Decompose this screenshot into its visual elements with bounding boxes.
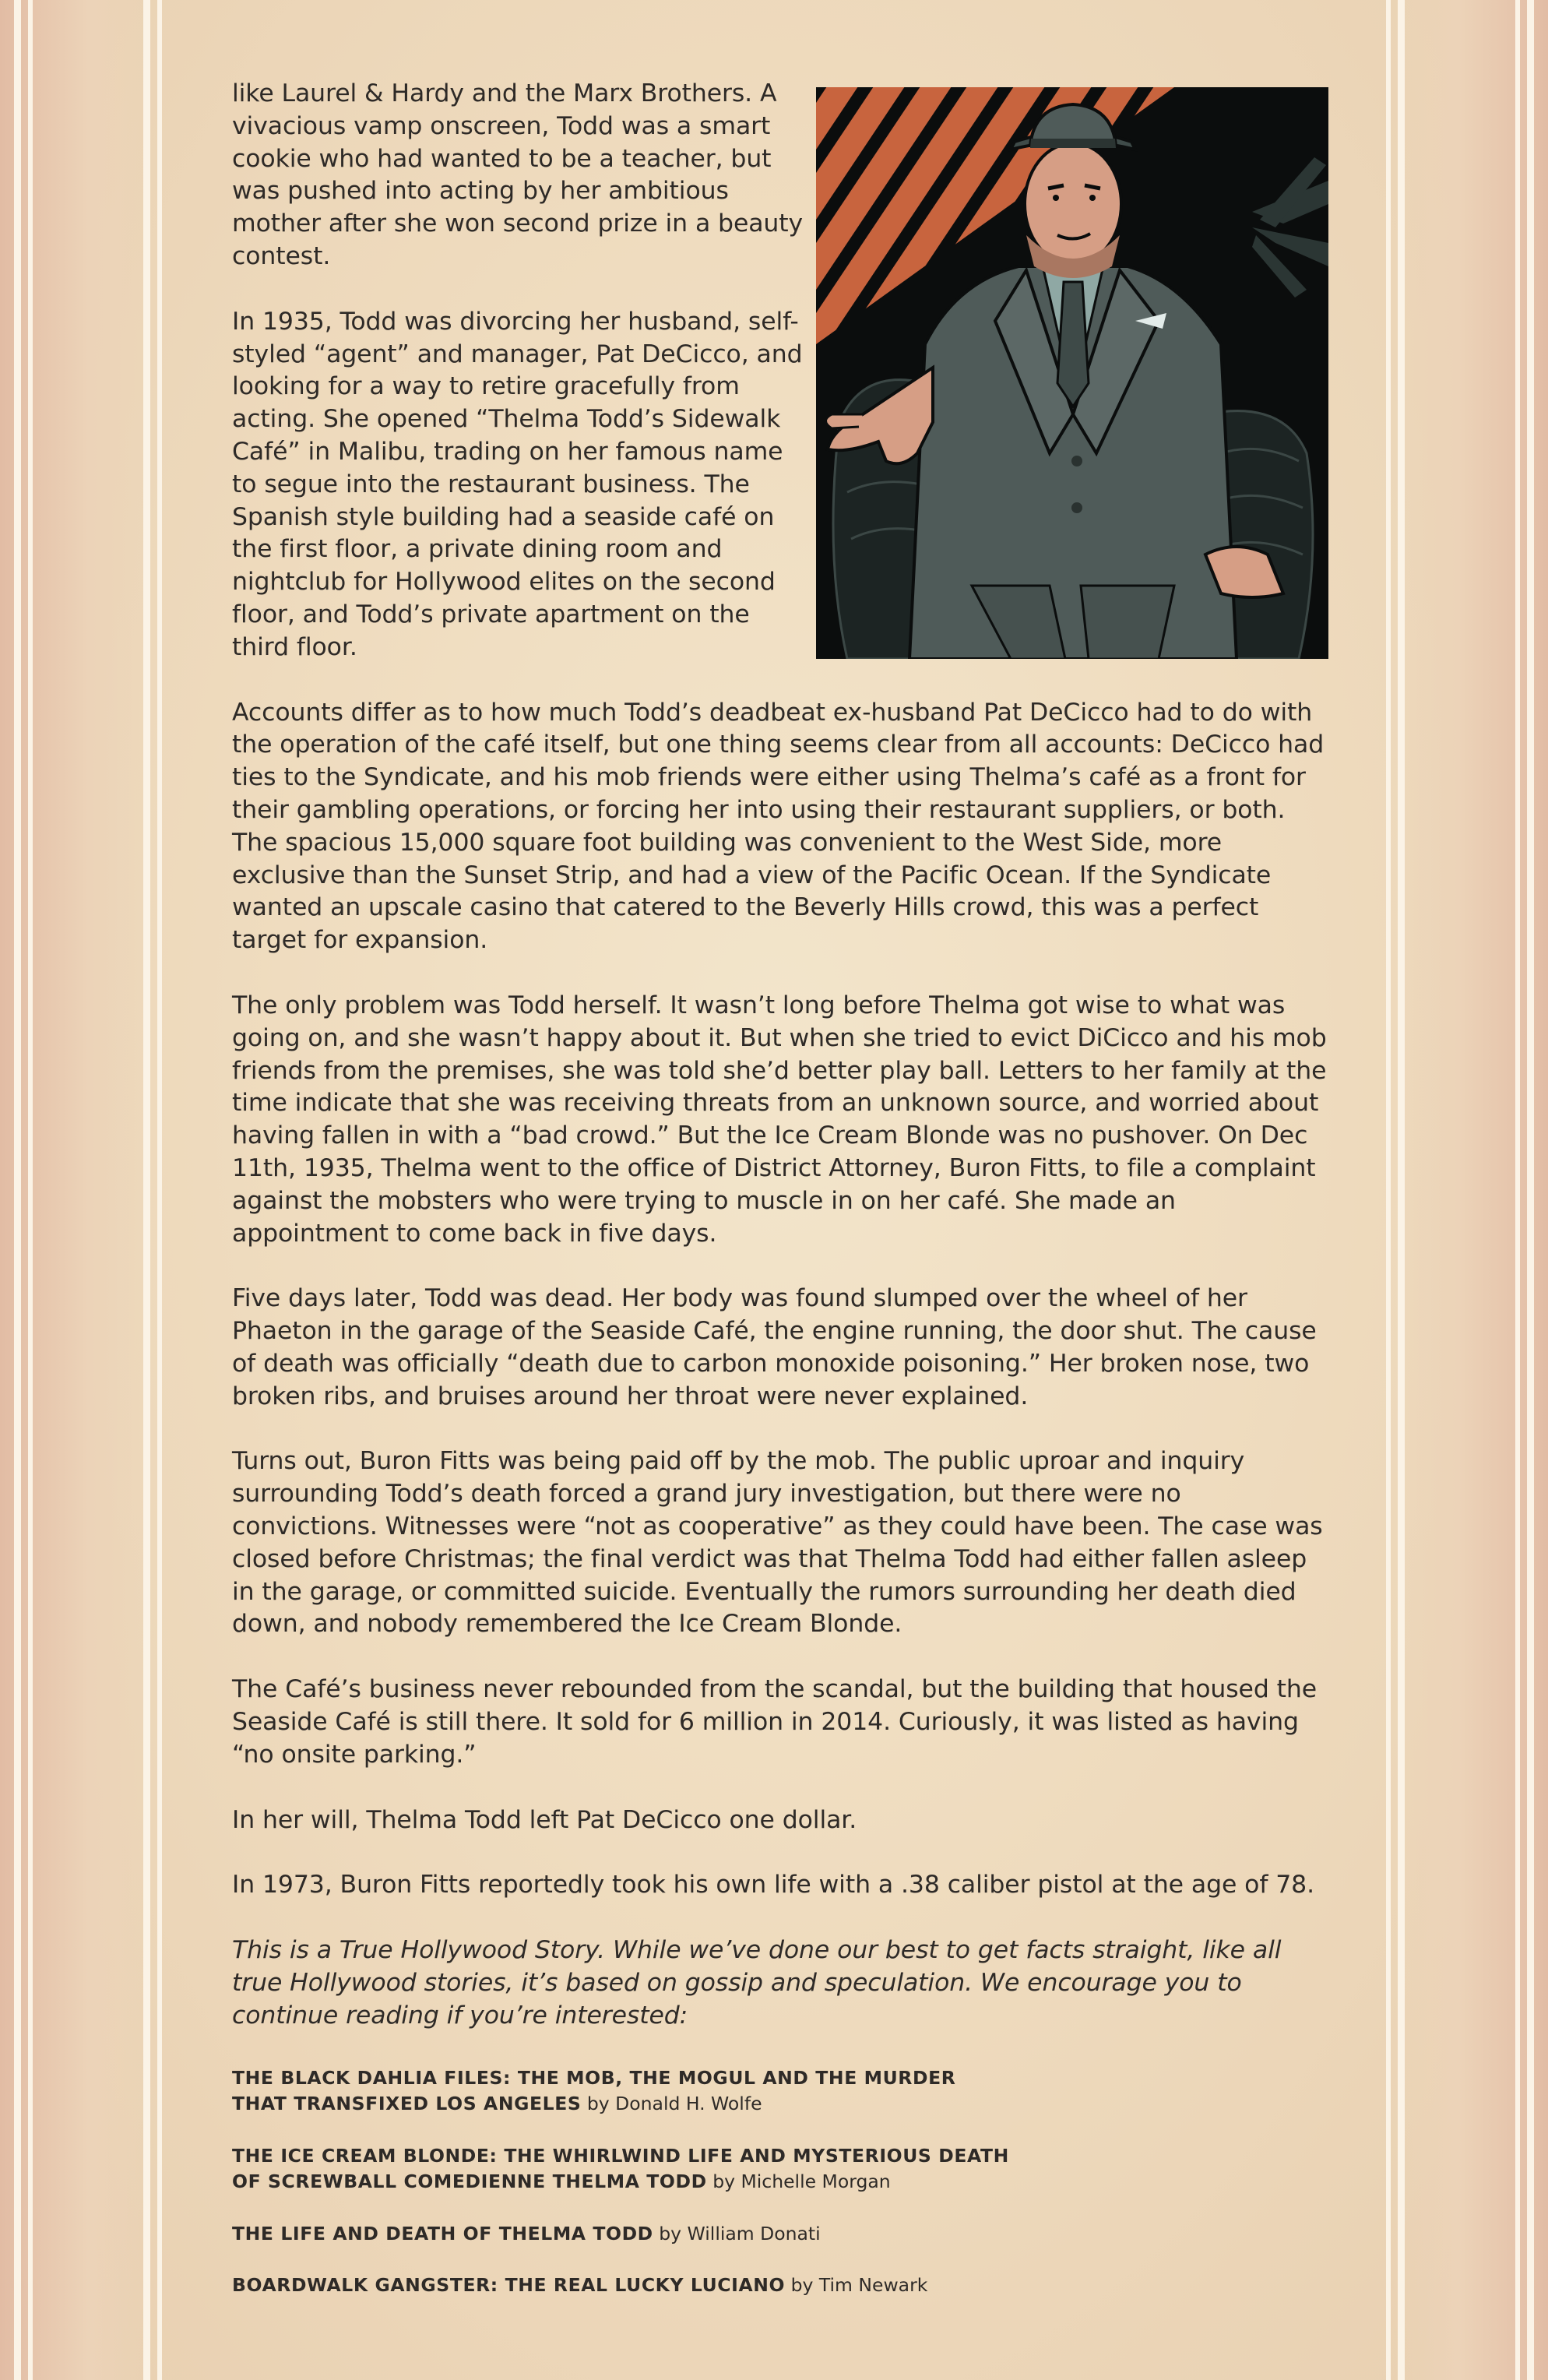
reference-item	[232, 2221, 1330, 2248]
reference-author: by Donald H. Wolfe	[581, 2093, 762, 2115]
paragraph-8: In her will, Thelma Todd left Pat DeCicco one dollar.	[232, 1805, 857, 1834]
reading-list	[232, 2065, 1330, 2299]
reference-title: THE BLACK DAHLIA FILES: THE MOB, THE MOGUL AND THE MURDER	[232, 2066, 956, 2089]
reference-title: THE LIFE AND DEATH OF THELMA TODD	[232, 2222, 653, 2244]
border-stripe	[157, 0, 162, 2380]
reference-author: by Tim Newark	[785, 2274, 928, 2297]
paragraph-3: Accounts differ as to how much Todd’s deadbeat ex-husband Pat DeCicco had to do with the operation of the café itself, but one thing seems clear from all accounts: DeCicco had ties to the Syndicate, and his mob friends were either using Thelma’s café as a front for their gambling operations, or forcing her into using their restaurant suppliers, or both. The spacious 15,000 square foot building was convenient to the West Side, more exclusive than the Sunset Strip, and had a view of the Pacific Ocean. If the Syndicate wanted an upscale casino that catered to the Beverly Hills crowd, this was a perfect target for expansion.	[232, 698, 1325, 955]
disclaimer: This is a True Hollywood Story. While we’ve done our best to get facts straight, like all true Hollywood stories, it’s based on gossip and speculation. We encourage you to continue reading if you’re interested:	[232, 1936, 1282, 2030]
paragraph-2: In 1935, Todd was divorcing her husband, self-styled “agent” and manager, Pat DeCicco, and looking for a way to retire gracefully from acting. She opened “Thelma Todd’s Sidewalk Café” in Malibu, trading on her famous name to segue into the restaurant business. The Spanish style building had a seaside café on the first floor, a private dining room and nightclub for Hollywood elites on the second floor, and Todd’s private apartment on the third floor.	[232, 307, 803, 661]
paragraph-4: The only problem was Todd herself. It wasn’t long before Thelma got wise to what was going on, and she wasn’t happy about it. But when she tried to evict DiCicco and his mob friends from the premises, she was told she’d better play ball. Letters to her family at the time indicate that she was receiving threats from an unknown source, and worried about having fallen in with a “bad crowd.” But the Ice Cream Blonde was no pushover. On Dec 11th, 1935, Thelma went to the office of District Attorney, Buron Fitts, to file a complaint against the mobsters who were trying to muscle in on her café. She made an appointment to come back in five days.	[232, 991, 1327, 1248]
border-stripe	[28, 0, 33, 2380]
reference-item	[232, 2065, 1330, 2118]
reference-title: THE ICE CREAM BLONDE: THE WHIRLWIND LIFE AND MYSTERIOUS DEATH	[232, 2144, 1009, 2167]
right-border	[1400, 0, 1548, 2380]
paragraph-7: The Café’s business never rebounded from the scandal, but the building that housed the Seaside Café is still there. It sold for 6 million in 2014. Curiously, it was listed as having “no onsite parking.”	[232, 1675, 1318, 1769]
reference-author: by William Donati	[653, 2222, 821, 2244]
paragraph-6: Turns out, Buron Fitts was being paid off by the mob. The public uproar and inquiry surrounding Todd’s death forced a grand jury investigation, but there were no convictions. Witnesses were “not as cooperative” as they could have been. The case was closed before Christmas; the final verdict was that Thelma Todd had either fallen asleep in the garage, or committed suicide. Eventually the rumors surrounding her death died down, and nobody remembered the Ice Cream Blonde.	[232, 1447, 1323, 1639]
reference-title: THAT TRANSFIXED LOS ANGELES	[232, 2093, 582, 2115]
border-stripe	[1527, 0, 1534, 2380]
border-stripe	[1515, 0, 1520, 2380]
reference-item	[232, 2143, 1330, 2195]
reference-title: OF SCREWBALL COMEDIENNE THELMA TODD	[232, 2171, 707, 2193]
reference-item	[232, 2273, 1330, 2299]
paragraph-1: like Laurel & Hardy and the Marx Brothers. A vivacious vamp onscreen, Todd was a smart cookie who had wanted to be a teacher, but was pushed into acting by her ambitious mother after she won second prize in a beauty contest.	[232, 79, 804, 270]
reference-author: by Michelle Morgan	[706, 2171, 891, 2193]
paragraph-9: In 1973, Buron Fitts reportedly took his own life with a .38 caliber pistol at the age of 78.	[232, 1871, 1315, 1899]
border-stripe	[1398, 0, 1405, 2380]
border-stripe	[143, 0, 150, 2380]
border-stripe	[1386, 0, 1391, 2380]
border-stripe	[14, 0, 21, 2380]
left-border	[0, 0, 148, 2380]
reference-title: BOARDWALK GANGSTER: THE REAL LUCKY LUCIANO	[232, 2274, 786, 2297]
article-body	[232, 78, 1330, 2325]
paragraph-5: Five days later, Todd was dead. Her body was found slumped over the wheel of her Phaeton in the garage of the Seaside Café, the engine running, the door shut. The cause of death was officially “death due to carbon monoxide poisoning.” Her broken nose, two broken ribs, and bruises around her throat were never explained.	[232, 1284, 1317, 1410]
